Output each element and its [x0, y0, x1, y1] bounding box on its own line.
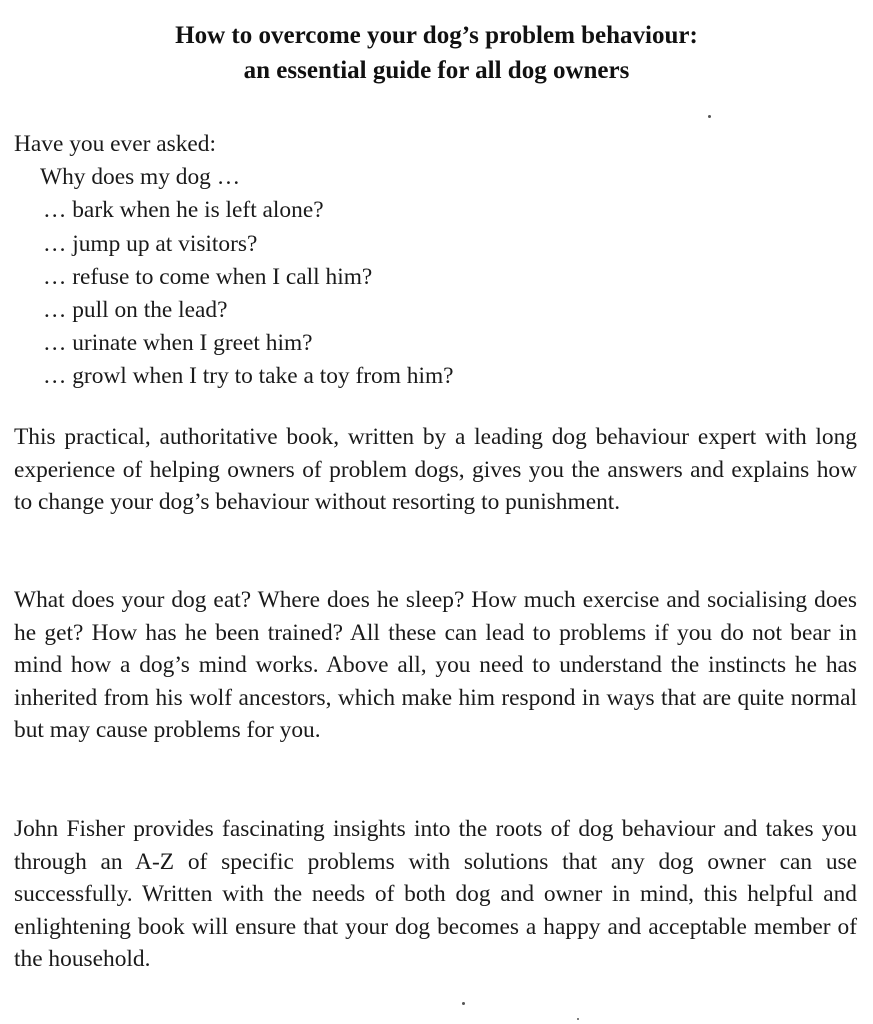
intro-lead: Have you ever asked: [14, 131, 216, 157]
question-stem: Why does my dog … [40, 164, 241, 191]
body-paragraph-1: This practical, authoritative book, written by a leading dog behaviour expert with long experience of helping owners of problem dogs, gives you the answers and explains how to change your dog’s behaviour without resorting to punishment. [14, 424, 857, 516]
title-line-1: How to overcome your dog’s problem behaviour: [175, 22, 698, 49]
print-speck [708, 115, 711, 118]
body-paragraph-3: John Fisher provides fascinating insights into the roots of dog behaviour and takes you through an A-Z of specific problems with solutions that any dog owner can use successfully. Written with the needs of both dog and owner in mind, this helpful and enlightening book will ensure that your dog becomes a happy and acceptable member of the household. [14, 816, 857, 973]
page-title [0, 18, 873, 88]
print-speck [462, 1002, 465, 1005]
question-item: … growl when I try to take a toy from him? [43, 363, 454, 390]
question-item: … bark when he is left alone? [43, 197, 324, 224]
question-item: … refuse to come when I call him? [43, 263, 373, 290]
print-speck [577, 1018, 579, 1020]
question-item: … jump up at visitors? [43, 230, 258, 257]
title-line-2: an essential guide for all dog owners [243, 57, 630, 84]
question-item: … pull on the lead? [43, 297, 228, 324]
intro-questions-block [14, 128, 859, 394]
question-item: … urinate when I greet him? [43, 330, 313, 357]
body-paragraph-2: What does your dog eat? Where does he sleep? How much exercise and socialising does he get? How has he been trained? All these can lead to problems if you do not bear in mind how a dog’s mind works. Above all, you need to understand the instincts he has inherited from his wolf ancestors, which make him respond in ways that are quite normal but may cause problems for you. [14, 587, 857, 744]
